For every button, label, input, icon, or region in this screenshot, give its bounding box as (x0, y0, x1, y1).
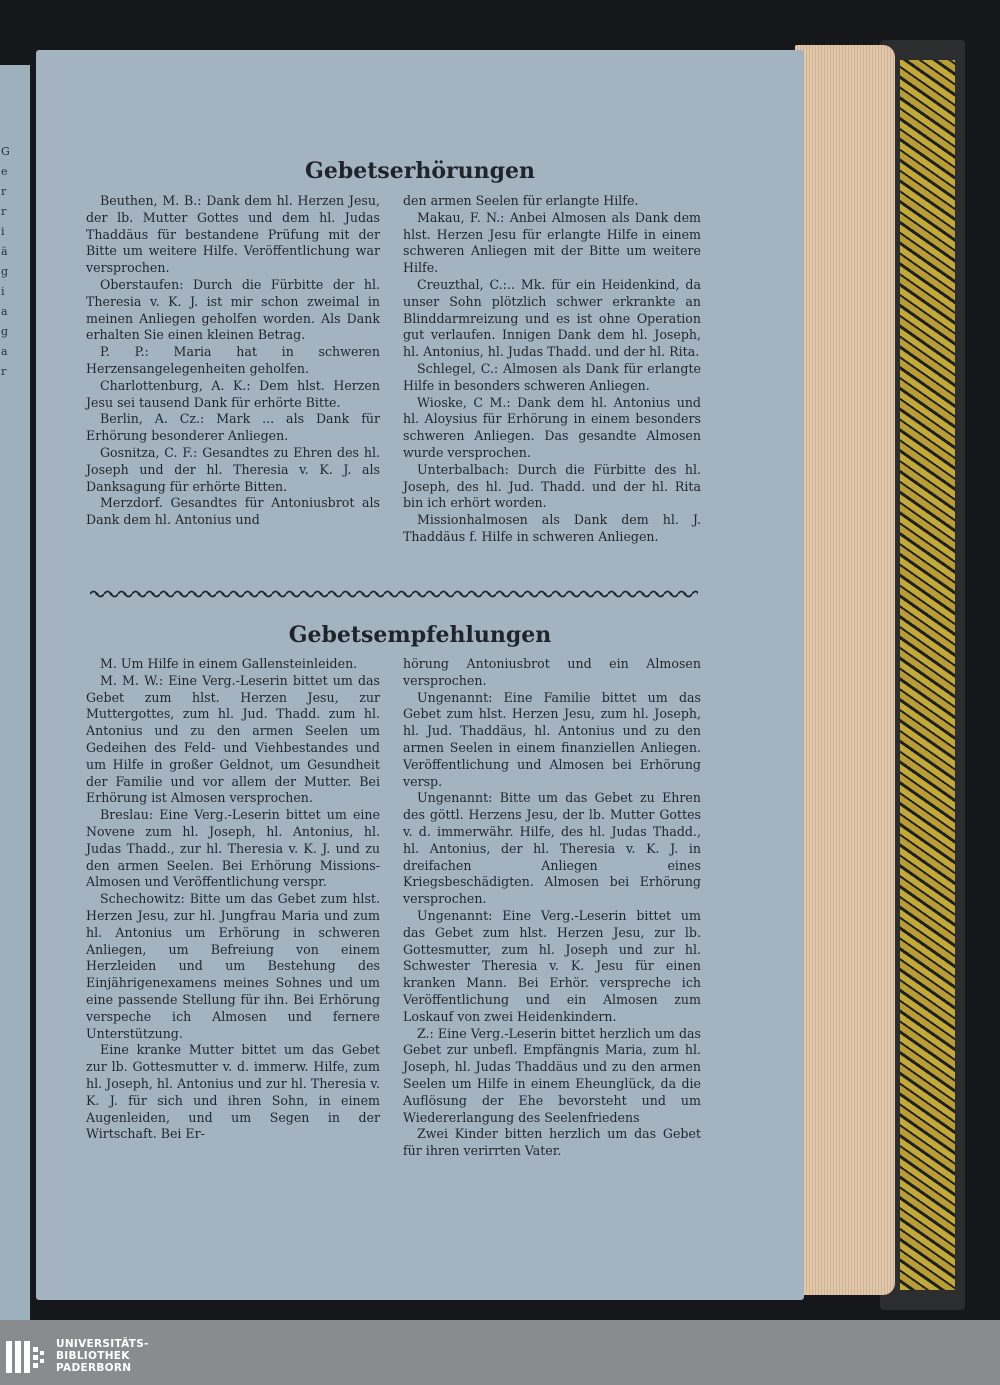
entry-paragraph: M. Um Hilfe in einem Gallensteinleiden. (100, 656, 358, 671)
facing-page-glyph: r (1, 185, 7, 198)
facing-page-glyph: a (1, 345, 8, 358)
facing-page-glyph: a (1, 305, 8, 318)
logo-line: BIBLIOTHEK (56, 1350, 130, 1362)
entry-paragraph: Beuthen, M. B.: Dank dem hl. Herzen Jesu, der lb. Mutter Gottes und dem hl. Judas Thaddäus für bestandene Prüfung mit der Bitte um weitere Hilfe. Veröffentlichung war versprochen. (86, 193, 380, 276)
entry-paragraph: Oberstaufen: Durch die Fürbitte der hl. Theresia v. K. J. ist mir schon zweimal in meinen Anliegen geholfen worden. Als Dank erhalten Sie einen kleinen Betrag. (86, 276, 380, 343)
ornamental-divider (90, 589, 698, 599)
facing-page-glyph: G (1, 145, 10, 158)
entry-paragraph: Zwei Kinder bitten herzlich um das Gebet für ihren verirrten Vater. (403, 1126, 701, 1159)
entry-paragraph: Schechowitz: Bitte um das Gebet zum hlst. Herzen Jesu, zur hl. Jungfrau Maria und zum hl. Antonius um Erhörung in schweren Anliegen, um Befreiung von einem Herzleiden und um Bestehung des Einjährigenexamens meines Sohnes und um eine passende Stellung für ihn. Bei Erhörung verspeche ich Almosen und fernere Unterstützung. (86, 891, 380, 1041)
entry-paragraph: den armen Seelen für erlangte Hilfe. (403, 193, 639, 208)
entry-paragraph: Breslau: Eine Verg.-Leserin bittet um eine Novene zum hl. Joseph, hl. Antonius, hl. Judas Thadd., zur hl. Theresia v. K. J. und zu den armen Seelen. Bei Erhörung Missions-Almosen und Veröffentlichung verspr. (86, 807, 380, 890)
entry-paragraph: Creuzthal, C.:.. Mk. für ein Heidenkind, da unser Sohn plötzlich schwer erkrankte an Blinddarmreizung und es ist ohne Operation gut verlaufen. Innigen Dank dem hl. Joseph, hl. Antonius, hl. Judas Thadd. und der hl. Rita. (403, 276, 701, 360)
left-page-edge (0, 65, 30, 1320)
facing-page-glyph: g (1, 265, 9, 278)
library-logo-text (56, 1338, 149, 1374)
erhoerungen-column-left (86, 193, 380, 529)
facing-page-glyph: r (1, 205, 7, 218)
erhoerungen-column-right (403, 193, 701, 546)
section-title-gebetserhoerungen: Gebetserhörungen (305, 158, 535, 184)
facing-page-glyph: i (1, 225, 5, 238)
book-page (36, 50, 804, 1300)
entry-paragraph: Gosnitza, C. F.: Gesandtes zu Ehren des hl. Joseph und der hl. Theresia v. K. J. als Danksagung für erhörte Bitten. (86, 444, 380, 494)
entry-paragraph: Berlin, A. Cz.: Mark ... als Dank für Erhörung besonderer Anliegen. (86, 411, 380, 444)
entry-paragraph: Wioske, C M.: Dank dem hl. Antonius und hl. Aloysius für Erhörung in einem besonders schweren Anliegen. Das gesandte Almosen wurde versprochen. (403, 394, 701, 460)
logo-line: PADERBORN (56, 1362, 132, 1374)
entry-paragraph: Ungenannt: Bitte um das Gebet zu Ehren des göttl. Herzens Jesu, der lb. Mutter Gottes v. d. immerwähr. Hilfe, des hl. Judas Thadd., hl. Antonius, der hl. Theresia v. K. J. in dreifachen Anliegen eines Kriegsbeschädigten. Almosen bei Erhörung versprochen. (403, 790, 701, 907)
entry-paragraph: Z.: Eine Verg.-Leserin bittet herzlich um das Gebet zur unbefl. Empfängnis Maria, zum hl. Joseph, hl. Judas Thaddäus und zu den armen Seelen um Hilfe in einem Eheunglück, da die Auflösung der Ehe bevorsteht und um Wiedererlangung des Seelenfriedens (403, 1025, 701, 1125)
empfehlungen-column-right (403, 656, 701, 1160)
entry-paragraph: Missionhalmosen als Dank dem hl. J. Thaddäus f. Hilfe in schweren Anliegen. (403, 512, 701, 544)
facing-page-glyph: e (1, 165, 8, 178)
entry-paragraph: hörung Antoniusbrot und ein Almosen versprochen. (403, 656, 701, 688)
entry-paragraph: Unterbalbach: Durch die Fürbitte des hl. Joseph, des hl. Jud. Thadd. und der hl. Rita bin ich erhört worden. (403, 461, 701, 511)
entry-paragraph: Eine kranke Mutter bittet um das Gebet zur lb. Gottesmutter v. d. immerw. Hilfe, zum hl. Joseph, hl. Antonius und zur hl. Theresia v. K. J. für sich und ihren Sohn, in einem Augenleiden, und um Segen in der Wirtschaft. Bei Er- (86, 1042, 380, 1142)
marbled-cover-edge (900, 60, 955, 1290)
facing-page-glyph: r (1, 365, 7, 378)
entry-paragraph: Merzdorf. Gesandtes für Antoniusbrot als Dank dem hl. Antonius und (86, 495, 380, 528)
empfehlungen-column-left (86, 656, 380, 1143)
entry-paragraph: Ungenannt: Eine Familie bittet um das Gebet zum hlst. Herzen Jesu, zum hl. Joseph, hl. Jud. Thaddäus, hl. Antonius und zu den armen Seelen in einem finanziellen Anliegen. Veröffentlichung und Almosen bei Erhörung versp. (403, 689, 701, 789)
entry-paragraph: Schlegel, C.: Almosen als Dank für erlangte Hilfe in besonders schweren Anliegen. (403, 360, 701, 393)
section-title-gebetsempfehlungen: Gebetsempfehlungen (288, 622, 552, 648)
logo-line: UNIVERSITÄTS- (56, 1338, 149, 1350)
entry-paragraph: Charlottenburg, A. K.: Dem hlst. Herzen Jesu sei tausend Dank für erhörte Bitte. (86, 377, 380, 410)
facing-page-glyph: ä (1, 245, 8, 258)
entry-paragraph: P. P.: Maria hat in schweren Herzensangelegenheiten geholfen. (86, 344, 380, 376)
page-edges (795, 45, 895, 1295)
entry-paragraph: Makau, F. N.: Anbei Almosen als Dank dem hlst. Herzen Jesu für erlangte Hilfe in einem schweren Anliegen mit der Bitte um weitere Hilfe. (403, 209, 701, 276)
library-footer (0, 1320, 1000, 1385)
facing-page-glyph: g (1, 325, 9, 338)
entry-paragraph: Ungenannt: Eine Verg.-Leserin bittet um das Gebet zum hlst. Herzen Jesu, zur lb. Gottesmutter, zum hl. Joseph und zur hl. Schwester Theresia v. K. Jesu für einen kranken Mann. Bei Erhör. verspreche ich Veröffentlichung und ein Almosen zum Loskauf von zwei Heidenkindern. (403, 907, 701, 1024)
entry-paragraph: M. M. W.: Eine Verg.-Leserin bittet um das Gebet zum hlst. Herzen Jesu, zur Muttergottes, zum hl. Jud. Thadd. zum hl. Antonius und zu den armen Seelen um Gedeihen des Feld- und Viehbestandes und um Hilfe in großer Geldnot, um Gesundheit der Familie und vor allem der Mutter. Bei Erhörung ist Almosen versprochen. (86, 672, 380, 806)
library-logo-icon (6, 1337, 46, 1377)
facing-page-glyph: i (1, 285, 5, 298)
